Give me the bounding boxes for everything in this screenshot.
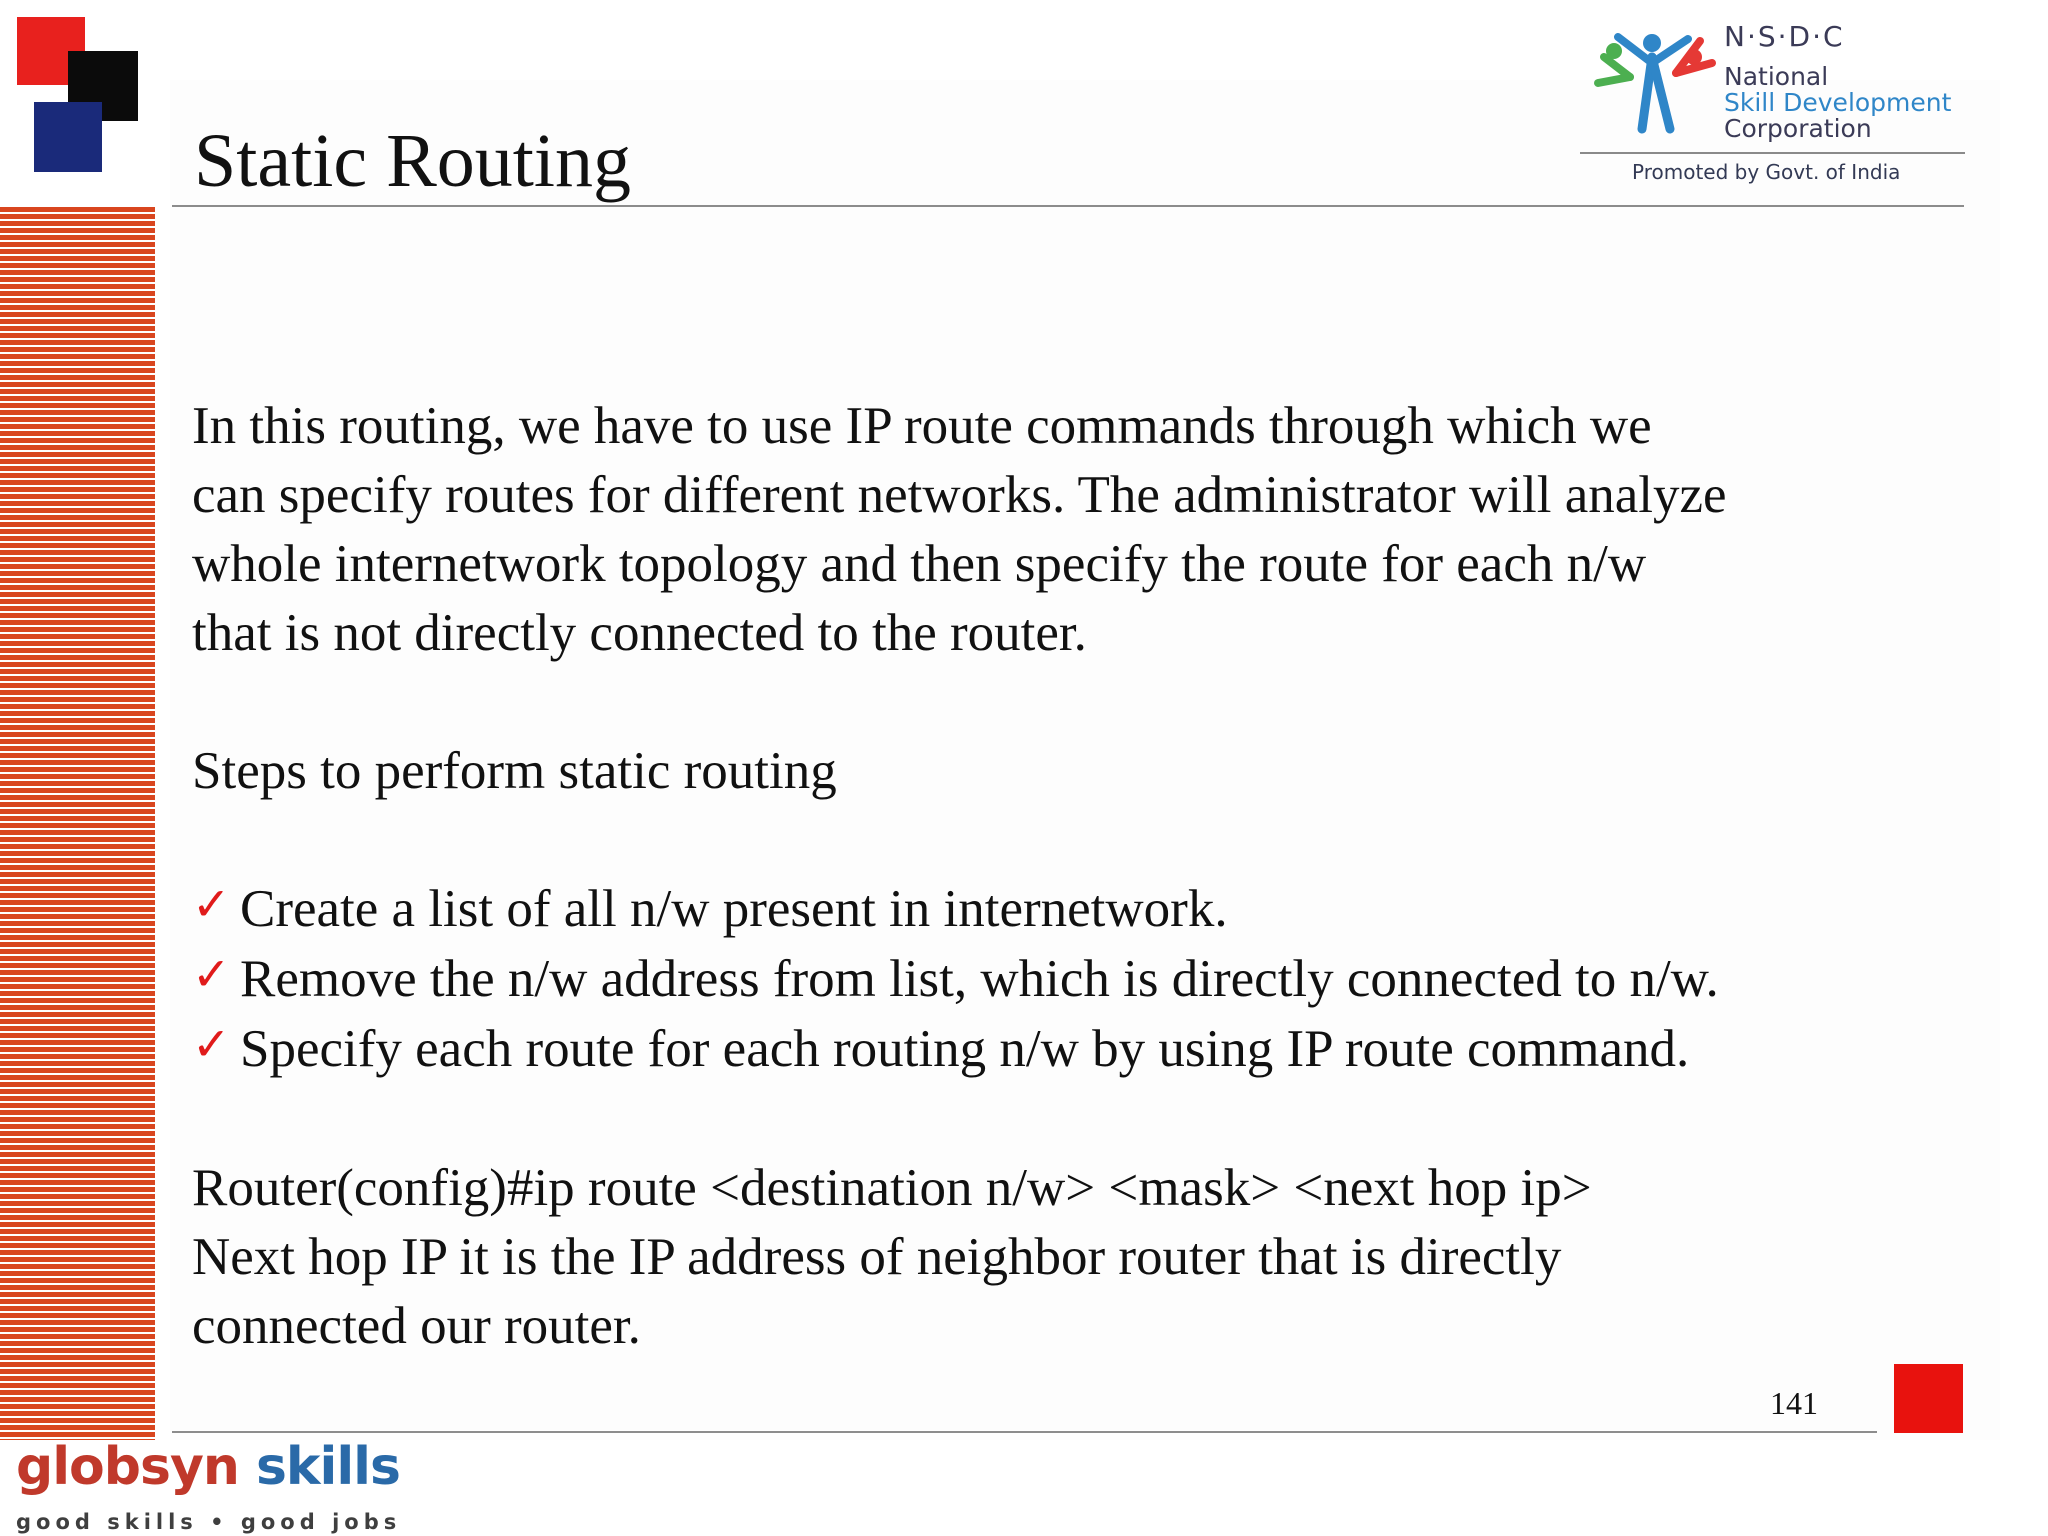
nsdc-promoted-text: Promoted by Govt. of India	[1632, 160, 1901, 184]
footer-divider	[172, 1431, 1877, 1433]
slide-body	[192, 392, 1952, 1361]
footer-red-square	[1894, 1364, 1963, 1433]
paragraph-line: whole internetwork topology and then specify the route for each n/w	[192, 535, 1647, 593]
check-item-text: Create a list of all n/w present in internetwork.	[240, 880, 1228, 938]
spacer	[192, 1085, 1952, 1154]
command-line: Next hop IP it is the IP address of neighbor router that is directly	[192, 1228, 1562, 1286]
check-list-item	[192, 1015, 1952, 1085]
nsdc-line-skill: Skill Development	[1724, 88, 1952, 117]
nsdc-line-national: National	[1724, 62, 1829, 91]
globsyn-skills-logo	[16, 1436, 401, 1534]
title-divider	[172, 205, 1964, 207]
nsdc-logo	[1580, 12, 1980, 192]
globsyn-wordmark	[16, 1436, 401, 1498]
corner-squares-logo	[0, 0, 140, 175]
slide-title: Static Routing	[194, 119, 631, 203]
nsdc-emblem-icon	[1590, 17, 1720, 147]
nsdc-abbreviation: N·S·D·C	[1724, 20, 1845, 53]
checkmark-icon: ✓	[192, 877, 231, 931]
checkmark-icon: ✓	[192, 1017, 231, 1071]
checkmark-icon: ✓	[192, 947, 231, 1001]
blue-square-decor	[34, 102, 102, 172]
page-number: 141	[1770, 1385, 1818, 1421]
globsyn-tagline: good skills • good jobs	[16, 1510, 402, 1534]
nsdc-line-corporation: Corporation	[1724, 114, 1872, 143]
paragraph-line: that is not directly connected to the router.	[192, 604, 1087, 662]
check-item-text: Specify each route for each routing n/w by using IP route command.	[240, 1020, 1690, 1078]
spacer	[192, 668, 1952, 737]
check-item-text: Remove the n/w address from list, which is directly connected to n/w.	[240, 950, 1719, 1008]
globsyn-word: globsyn	[16, 1437, 239, 1497]
paragraph-line: In this routing, we have to use IP route commands through which we	[192, 397, 1652, 455]
spacer	[192, 806, 1952, 875]
skills-word: skills	[238, 1437, 400, 1497]
command-line: connected our router.	[192, 1297, 641, 1355]
side-stripe-bar	[0, 207, 155, 1440]
nsdc-divider	[1580, 152, 1965, 154]
check-list-item	[192, 875, 1952, 945]
steps-heading: Steps to perform static routing	[192, 742, 837, 800]
check-list-item	[192, 945, 1952, 1015]
command-line: Router(config)#ip route <destination n/w> <mask> <next hop ip>	[192, 1159, 1592, 1217]
paragraph-line: can specify routes for different networks. The administrator will analyze	[192, 466, 1727, 524]
